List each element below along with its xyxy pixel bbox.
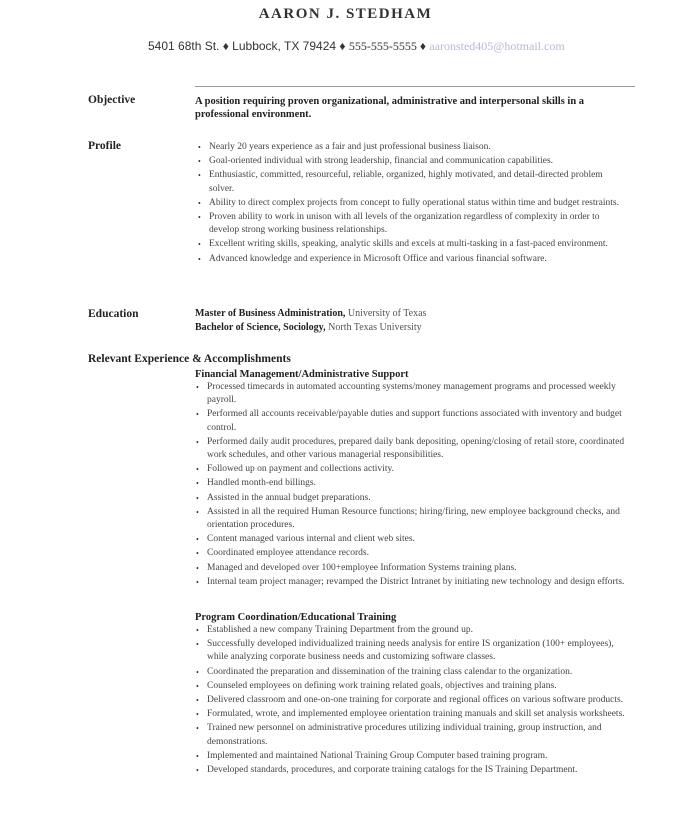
profile-section [197,141,627,267]
address: 5401 68th St. ♦ Lubbock, TX 79424 ♦ [148,39,346,53]
list-item: • Followed up on payment and collections activity. [207,463,633,477]
degree-school: North Texas University [328,322,422,333]
list-item: • Delivered classroom and one-on-one training for corporate and regional offices on various software products. [207,694,633,708]
list-item: • Nearly 20 years experience as a fair and just professional business liaison. [209,141,627,155]
list-item: • Counseled employees on defining work training related goals, objectives and training plans. [207,680,633,694]
list-item: • Successfully developed individualized training needs analysis for entire IS organization (100+ employees), while analyzing corporate business needs and customizing software classes. [207,638,633,665]
list-item: • Established a new company Training Department from the ground up. [207,624,633,638]
list-item: • Coordinated the preparation and dissemination of the training class calendar to the organization. [207,666,633,680]
list-item: • Trained new personnel on administrative procedures utilizing individual training, group instruction, and demonstrations. [207,722,633,749]
profile-list [197,141,627,267]
list-item: • Formulated, wrote, and implemented employee orientation training manuals and skill set analysis worksheets. [207,708,633,722]
list-item: • Performed daily audit procedures, prepared daily bank depositing, opening/closing of retail store, coordinated work schedules, and other various managerial responsibilities. [207,436,633,463]
list-item: • Enthusiastic, committed, resourceful, reliable, organized, highly motivated, and detail-directed problem solver. [209,169,627,196]
list-item: • Implemented and maintained National Training Group Computer based training program. [207,750,633,764]
phone: 555-555-5555 ♦ [348,39,426,53]
degree-bachelor [195,321,635,335]
list-item: • Internal team project manager; revamped the District Intranet by initiating new technology and design efforts. [207,576,633,590]
list-item: • Developed standards, procedures, and corporate training catalogs for the IS Training Department. [207,764,633,778]
objective-text: A position requiring proven organizational, administrative and interpersonal skills in a professional environment. [195,96,585,120]
list-item: • Performed all accounts receivable/payable duties and support functions associated with inventory and budget control. [207,408,633,435]
experience-group-title: Financial Management/Administrative Support [195,369,409,380]
education-section [195,307,635,335]
list-item: • Content managed various internal and client web sites. [207,533,633,547]
email-link[interactable]: aaronsted405@hotmail.com [429,39,565,53]
experience-group-financial [195,368,633,590]
candidate-name: AARON J. STEDHAM [258,6,433,22]
contact-line [148,39,565,54]
degree-title: Master of Business Administration, [195,308,346,319]
degree-master [195,307,635,321]
list-item: • Excellent writing skills, speaking, analytic skills and excels at multi-tasking in a fast-paced environment. [209,238,627,252]
list-item: • Assisted in all the required Human Resource functions; hiring/firing, new employee background checks, and orientation procedures. [207,506,633,533]
list-item: • Handled month-end billings. [207,477,633,491]
list-item: • Goal-oriented individual with strong leadership, financial and communication capabilities. [209,155,627,169]
experience-list [195,381,633,590]
list-item: • Proven ability to work in unison with all levels of the organization regardless of complexity in order to develop strong working business relationships. [209,211,627,238]
experience-group-training [195,611,633,778]
list-item: • Assisted in the annual budget preparations. [207,492,633,506]
experience-list [195,624,633,778]
list-item: • Ability to direct complex projects from concept to fully operational status within time and budget restraints. [209,197,627,211]
education-label: Education [88,308,139,320]
degree-school: University of Texas [347,308,427,319]
list-item: • Advanced knowledge and experience in Microsoft Office and various financial software. [209,253,627,267]
list-item: • Processed timecards in automated accounting systems/money management programs and processed weekly payroll. [207,381,633,408]
list-item: • Managed and developed over 100+employee Information Systems training plans. [207,562,633,576]
degree-title: Bachelor of Science, Sociology, [195,322,326,333]
experience-group-title: Program Coordination/Educational Training [195,612,397,623]
profile-label: Profile [88,140,121,152]
header-divider [195,86,635,87]
list-item: • Coordinated employee attendance records. [207,547,633,561]
objective-label: Objective [88,94,136,106]
experience-label: Relevant Experience & Accomplishments [88,353,291,365]
